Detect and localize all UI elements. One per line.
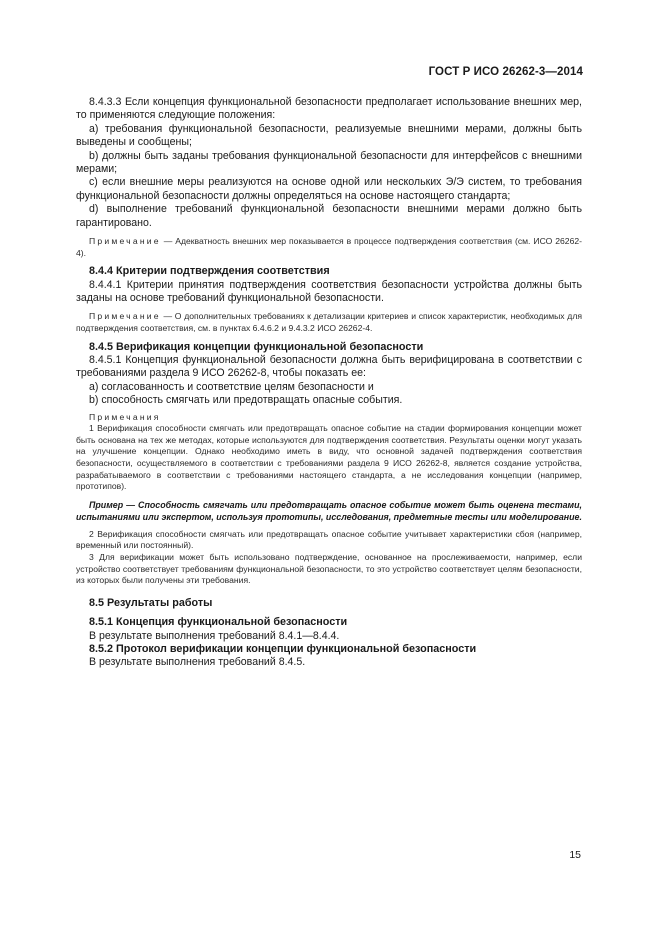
heading-8-5: 8.5 Результаты работы xyxy=(89,596,213,609)
clause-8-5-2-text: В результате выполнения требований 8.4.5. xyxy=(89,656,306,669)
clause-8-4-4-1: 8.4.4.1 Критерии принятия подтверждения соответствия безопасности устройства должны быть заданы на основе требований функциональной безопасности. xyxy=(76,278,582,305)
list-item-d: d) выполнение требований функциональной безопасности внешними мерами должно быть гарантировано. xyxy=(76,203,582,229)
note-label: Примечание xyxy=(89,236,161,247)
note-2: 2 Верификация способности смягчать или предотвращать опасное событие учитывает характеристики сбоя (например, временный или постоянный). xyxy=(76,528,582,551)
list-item-b: b) должны быть заданы требования функциональной безопасности для интерфейсов с внешними мерами; xyxy=(76,149,582,176)
clause-8-5-1-text: В результате выполнения требований 8.4.1—8.4.4. xyxy=(89,629,340,642)
heading-8-5-1: 8.5.1 Концепция функциональной безопасности xyxy=(89,616,348,629)
list-item-a: а) согласованность и соответствие целям безопасности и xyxy=(89,380,374,393)
heading-8-5-2: 8.5.2 Протокол верификации концепции функциональной безопасности xyxy=(89,643,477,656)
heading-8-4-5: 8.4.5 Верификация концепции функциональной безопасности xyxy=(89,340,424,353)
note-text: — О дополнительных требованиях к детализации критериев и список характеристик, необходимых для подтверждения соответствия, см. в пунктах 6.4.6.2 и 9.4.3.2 ИСО 26262-4. xyxy=(76,311,582,334)
heading-8-4-4: 8.4.4 Критерии подтверждения соответствия xyxy=(89,265,330,278)
note-label: Примечание xyxy=(89,311,161,322)
notes-label: Примечания xyxy=(89,411,161,422)
note-text: — Адекватность внешних мер показывается в процессе подтверждения соответствия (см. ИСО 26262-4). xyxy=(76,236,582,258)
note-1: 1 Верификация способности смягчать или предотвращать опасное событие на стадии формирования концепции может быть основана на тех же методах, которые используются для подтверждения соответствия. Результаты оценки могут указать на улучшение концепции. Однако необходимо иметь в виду, что основной задачей подтверждения соответствия безопасности, осуществляемого в соответствии с требованиями раздела 9 ИСО 26262-8, является создание устройства, разрабатываемого в соответствии с требованиями настоящего стандарта, а не исследования концепции (например, прототипов). xyxy=(76,423,582,492)
clause-8-4-5-1: 8.4.5.1 Концепция функциональной безопасности должна быть верифицирована в соответствии с требованиями раздела 9 ИСО 26262-8, чтобы показать ее: xyxy=(76,354,582,380)
note-8-4-4-1 xyxy=(76,311,582,334)
list-item-b: b) способность смягчать или предотвращать опасные события. xyxy=(89,394,403,407)
note-3: 3 Для верификации может быть использовано подтверждение, основанное на прослеживаемости, например, если устройство соответствует требованиям функциональной безопасности, то это устройство соответствует целям безопасности, из которых были получены эти требования. xyxy=(76,552,582,586)
page-content xyxy=(76,96,582,670)
note-8-4-3-3 xyxy=(76,236,582,259)
list-item-c: с) если внешние меры реализуются на основе одной или нескольких Э/Э систем, то требования функциональной безопасности должны определяться на основе настоящего стандарта; xyxy=(76,176,582,202)
page-number: 15 xyxy=(569,849,581,861)
document-id-header: ГОСТ Р ИСО 26262-3—2014 xyxy=(428,66,583,78)
clause-8-4-3-3: 8.4.3.3 Если концепция функциональной безопасности предполагает использование внешних мер, то применяются следующие положения: xyxy=(76,96,582,122)
list-item-a: а) требования функциональной безопасности, реализуемые внешними мерами, должны быть выведены и сообщены; xyxy=(76,122,582,149)
example-paragraph: Пример — Способность смягчать или предотвращать опасное событие может быть оценена тестами, испытаниями или экспертом, используя прототипы, исследования, предметные тесты или моделирование. xyxy=(76,499,582,522)
